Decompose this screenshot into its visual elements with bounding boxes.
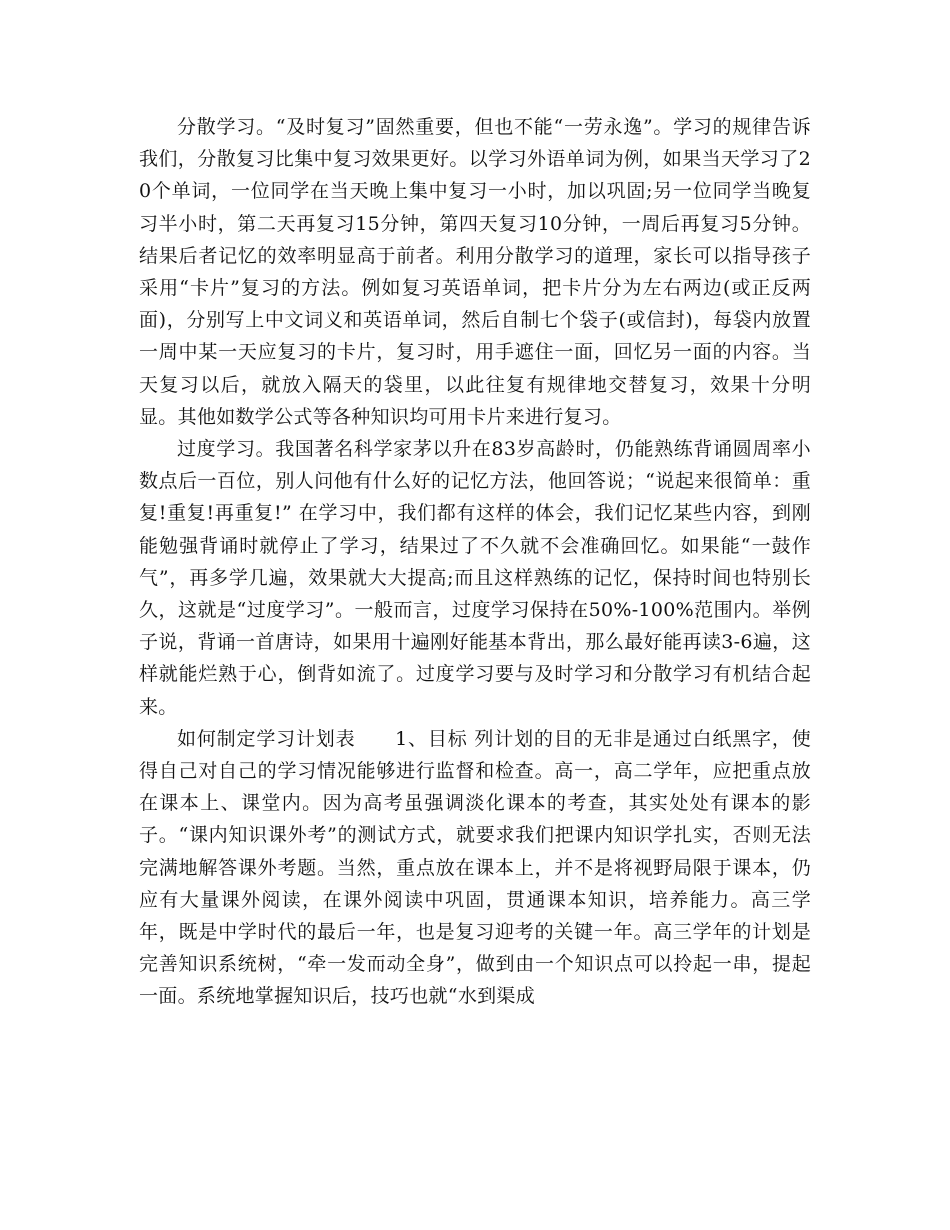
paragraph-overlearning: 过度学习。我国著名科学家茅以升在83岁高龄时，仍能熟练背诵圆周率小数点后一百位，别人问他有什么好的记忆方法，他回答说；“说起来很简单：重复!重复!再重复!” 在学习中，我们都有这样的体会，我们记忆某些内容，到刚能勉强背诵时就停止了学习，结果过了不久就不会准确回忆。如果能“一鼓作气”，再多学几遍，效果就大大提高;而且这样熟练的记忆，保持时间也特别长久，这就是“过度学习”。一般而言，过度学习保持在50%-100%范围内。举例子说，背诵一首唐诗，如果用十遍刚好能基本背出，那么最好能再读3-6遍，这样就能烂熟于心，倒背如流了。过度学习要与及时学习和分散学习有机结合起来。 bbox=[139, 438, 811, 718]
paragraph-distributed-learning: 分散学习。“及时复习”固然重要，但也不能“一劳永逸”。学习的规律告诉我们，分散复习比集中复习效果更好。以学习外语单词为例，如果当天学习了20个单词，一位同学在当天晚上集中复习一小时，加以巩固;另一位同学当晚复习半小时，第二天再复习15分钟，第四天复习10分钟，一周后再复习5分钟。结果后者记忆的效率明显高于前者。利用分散学习的道理，家长可以指导孩子采用“卡片”复习的方法。例如复习英语单词，把卡片分为左右两边(或正反两面)，分别写上中文词义和英语单词，然后自制七个袋子(或信封)，每袋内放置一周中某一天应复习的卡片，复习时，用手遮住一面，回忆另一面的内容。当天复习以后，就放入隔天的袋里，以此往复有规律地交替复习，效果十分明显。其他如数学公式等各种知识均可用卡片来进行复习。 bbox=[139, 116, 811, 428]
document-page bbox=[139, 111, 811, 1013]
paragraph-study-plan: 如何制定学习计划表 1、目标 列计划的目的无非是通过白纸黑字，使得自己对自己的学习情况能够进行监督和检查。高一，高二学年，应把重点放在课本上、课堂内。因为高考虽强调淡化课本的考查，其实处处有课本的影子。“课内知识课外考”的测试方式，就要求我们把课内知识学扎实，否则无法完满地解答课外考题。当然，重点放在课本上，并不是将视野局限于课本，仍应有大量课外阅读，在课外阅读中巩固，贯通课本知识，培养能力。高三学年，既是中学时代的最后一年，也是复习迎考的关键一年。高三学年的计划是完善知识系统树，“牵一发而动全身”，做到由一个知识点可以拎起一串，提起一面。系统地掌握知识后，技巧也就“水到渠成 bbox=[139, 727, 811, 1008]
